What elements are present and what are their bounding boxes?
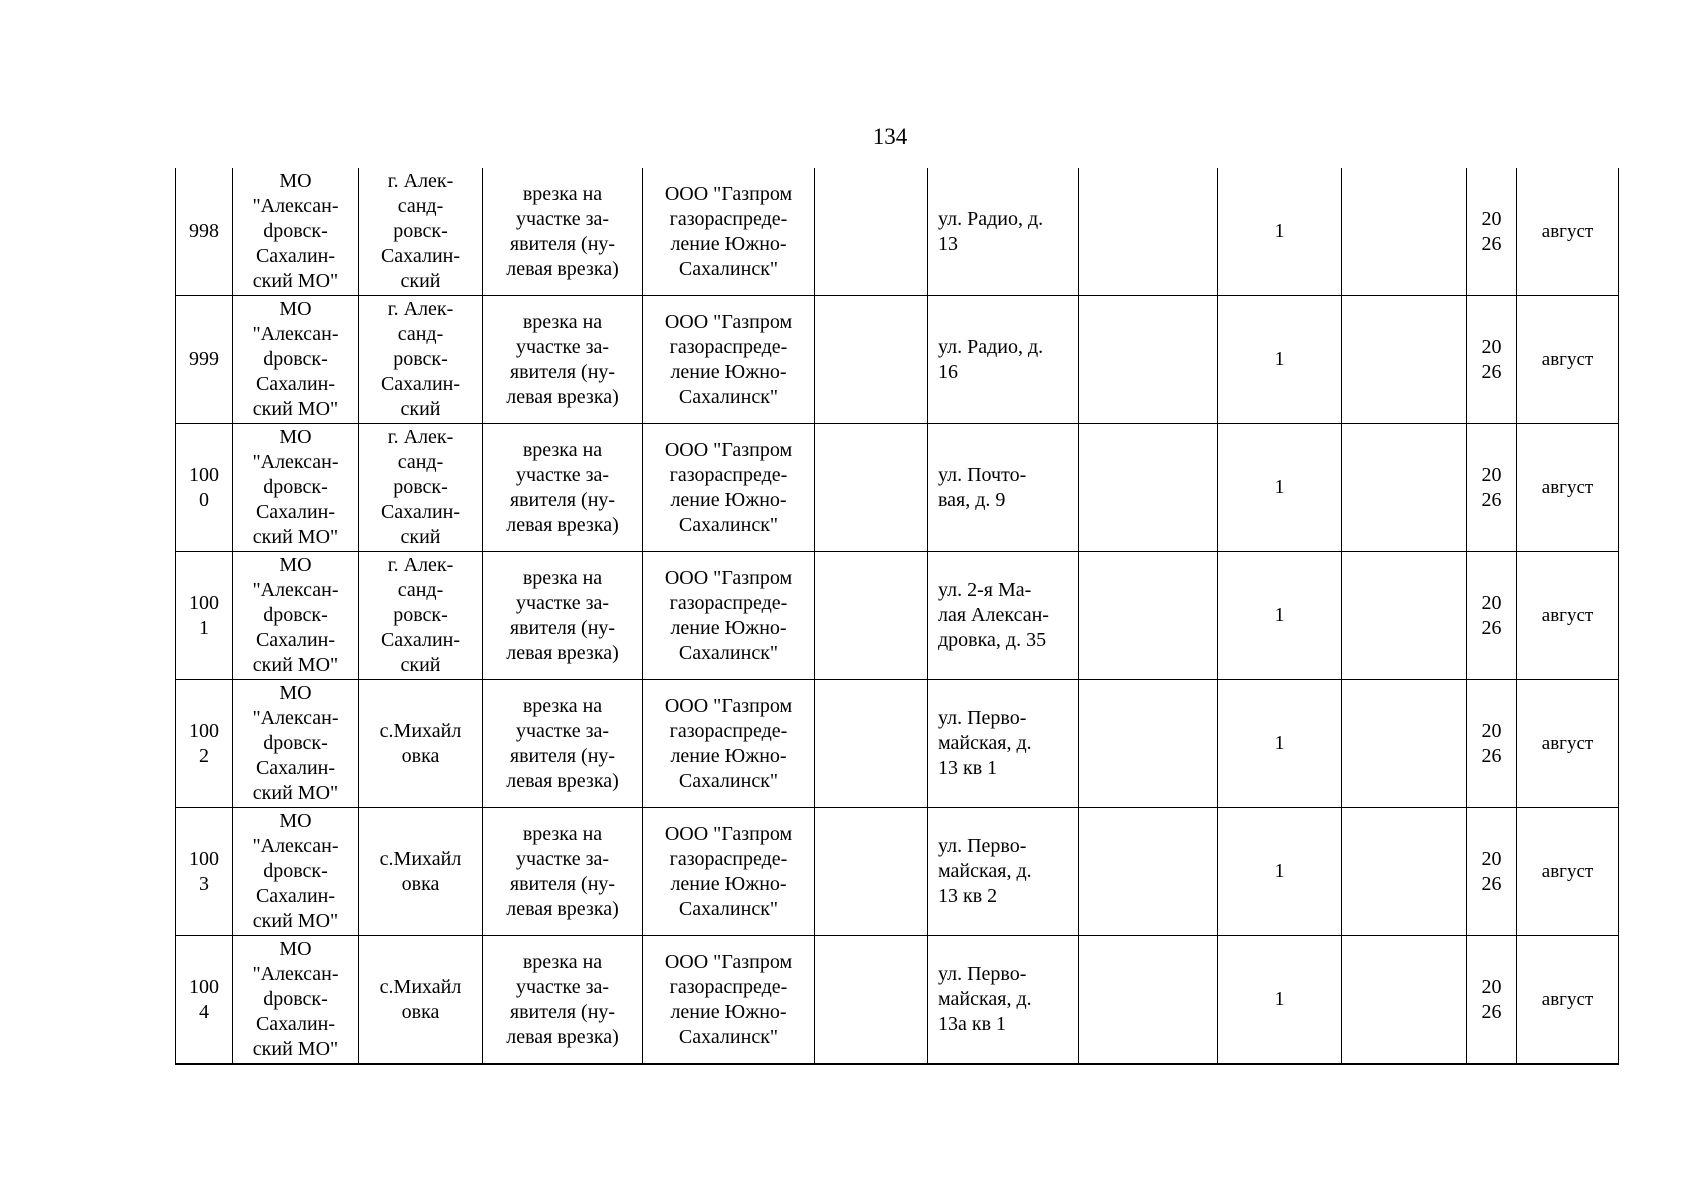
empty-cell xyxy=(1342,552,1467,680)
empty-cell xyxy=(815,552,928,680)
row-number-cell: 100 3 xyxy=(176,808,233,936)
settlement-cell: г. Алек- санд- ровск- Сахалин- ский xyxy=(359,424,483,552)
work-type-cell: врезка на участке за- явителя (ну- левая врезка) xyxy=(483,552,643,680)
quantity-cell: 1 xyxy=(1218,296,1342,424)
address-cell: ул. Перво- майская, д. 13 кв 1 xyxy=(928,680,1079,808)
table-row xyxy=(176,808,1619,936)
organization-cell: ООО "Газпром газораспреде- ление Южно- Сахалинск" xyxy=(643,552,815,680)
year-cell: 20 26 xyxy=(1467,424,1517,552)
municipality-cell: МО "Алексан- dровск- Сахалин- ский МО" xyxy=(233,808,359,936)
empty-cell xyxy=(1342,680,1467,808)
empty-cell xyxy=(815,808,928,936)
row-number-cell: 100 1 xyxy=(176,552,233,680)
empty-cell xyxy=(1342,424,1467,552)
organization-cell: ООО "Газпром газораспреде- ление Южно- Сахалинск" xyxy=(643,680,815,808)
settlement-cell: с.Михайл овка xyxy=(359,936,483,1065)
address-cell: ул. 2-я Ма- лая Алексан- дровка, д. 35 xyxy=(928,552,1079,680)
quantity-cell: 1 xyxy=(1218,936,1342,1065)
work-type-cell: врезка на участке за- явителя (ну- левая врезка) xyxy=(483,680,643,808)
settlement-cell: г. Алек- санд- ровск- Сахалин- ский xyxy=(359,168,483,296)
municipality-cell: МО "Алексан- dровск- Сахалин- ский МО" xyxy=(233,168,359,296)
year-cell: 20 26 xyxy=(1467,936,1517,1065)
table-row xyxy=(176,168,1619,296)
work-type-cell: врезка на участке за- явителя (ну- левая врезка) xyxy=(483,296,643,424)
month-cell: август xyxy=(1517,296,1619,424)
month-cell: август xyxy=(1517,552,1619,680)
empty-cell xyxy=(1079,424,1218,552)
month-cell: август xyxy=(1517,424,1619,552)
municipality-cell: МО "Алексан- dровск- Сахалин- ский МО" xyxy=(233,552,359,680)
quantity-cell: 1 xyxy=(1218,168,1342,296)
address-cell: ул. Почто- вая, д. 9 xyxy=(928,424,1079,552)
table-row xyxy=(176,296,1619,424)
table-row xyxy=(176,552,1619,680)
organization-cell: ООО "Газпром газораспреде- ление Южно- Сахалинск" xyxy=(643,936,815,1065)
page-number: 134 xyxy=(872,124,908,149)
organization-cell: ООО "Газпром газораспреде- ление Южно- Сахалинск" xyxy=(643,168,815,296)
month-cell: август xyxy=(1517,936,1619,1065)
empty-cell xyxy=(1079,936,1218,1065)
row-number-cell: 998 xyxy=(176,168,233,296)
year-cell: 20 26 xyxy=(1467,296,1517,424)
organization-cell: ООО "Газпром газораспреде- ление Южно- Сахалинск" xyxy=(643,424,815,552)
quantity-cell: 1 xyxy=(1218,808,1342,936)
quantity-cell: 1 xyxy=(1218,552,1342,680)
empty-cell xyxy=(1079,168,1218,296)
table-row xyxy=(176,680,1619,808)
empty-cell xyxy=(1342,296,1467,424)
empty-cell xyxy=(815,936,928,1065)
address-cell: ул. Радио, д. 13 xyxy=(928,168,1079,296)
month-cell: август xyxy=(1517,680,1619,808)
empty-cell xyxy=(815,296,928,424)
year-cell: 20 26 xyxy=(1467,168,1517,296)
row-number-cell: 100 4 xyxy=(176,936,233,1065)
month-cell: август xyxy=(1517,168,1619,296)
empty-cell xyxy=(1079,680,1218,808)
empty-cell xyxy=(815,680,928,808)
row-number-cell: 100 0 xyxy=(176,424,233,552)
empty-cell xyxy=(1079,808,1218,936)
table-row xyxy=(176,424,1619,552)
empty-cell xyxy=(815,424,928,552)
settlement-cell: с.Михайл овка xyxy=(359,680,483,808)
municipality-cell: МО "Алексан- dровск- Сахалин- ский МО" xyxy=(233,936,359,1065)
empty-cell xyxy=(1342,808,1467,936)
empty-cell xyxy=(1079,296,1218,424)
work-type-cell: врезка на участке за- явителя (ну- левая врезка) xyxy=(483,168,643,296)
organization-cell: ООО "Газпром газораспреде- ление Южно- Сахалинск" xyxy=(643,296,815,424)
year-cell: 20 26 xyxy=(1467,680,1517,808)
year-cell: 20 26 xyxy=(1467,552,1517,680)
address-cell: ул. Перво- майская, д. 13 кв 2 xyxy=(928,808,1079,936)
work-type-cell: врезка на участке за- явителя (ну- левая врезка) xyxy=(483,424,643,552)
year-cell: 20 26 xyxy=(1467,808,1517,936)
row-number-cell: 100 2 xyxy=(176,680,233,808)
address-cell: ул. Перво- майская, д. 13а кв 1 xyxy=(928,936,1079,1065)
municipality-cell: МО "Алексан- dровск- Сахалин- ский МО" xyxy=(233,296,359,424)
municipality-cell: МО "Алексан- dровск- Сахалин- ский МО" xyxy=(233,424,359,552)
settlement-cell: г. Алек- санд- ровск- Сахалин- ский xyxy=(359,552,483,680)
settlement-cell: г. Алек- санд- ровск- Сахалин- ский xyxy=(359,296,483,424)
quantity-cell: 1 xyxy=(1218,424,1342,552)
settlement-cell: с.Михайл овка xyxy=(359,808,483,936)
data-table xyxy=(175,168,1619,1065)
organization-cell: ООО "Газпром газораспреде- ление Южно- Сахалинск" xyxy=(643,808,815,936)
empty-cell xyxy=(1342,168,1467,296)
month-cell: август xyxy=(1517,808,1619,936)
empty-cell xyxy=(1079,552,1218,680)
row-number-cell: 999 xyxy=(176,296,233,424)
municipality-cell: МО "Алексан- dровск- Сахалин- ский МО" xyxy=(233,680,359,808)
address-cell: ул. Радио, д. 16 xyxy=(928,296,1079,424)
work-type-cell: врезка на участке за- явителя (ну- левая врезка) xyxy=(483,936,643,1065)
empty-cell xyxy=(1342,936,1467,1065)
table-row xyxy=(176,936,1619,1065)
quantity-cell: 1 xyxy=(1218,680,1342,808)
work-type-cell: врезка на участке за- явителя (ну- левая врезка) xyxy=(483,808,643,936)
empty-cell xyxy=(815,168,928,296)
